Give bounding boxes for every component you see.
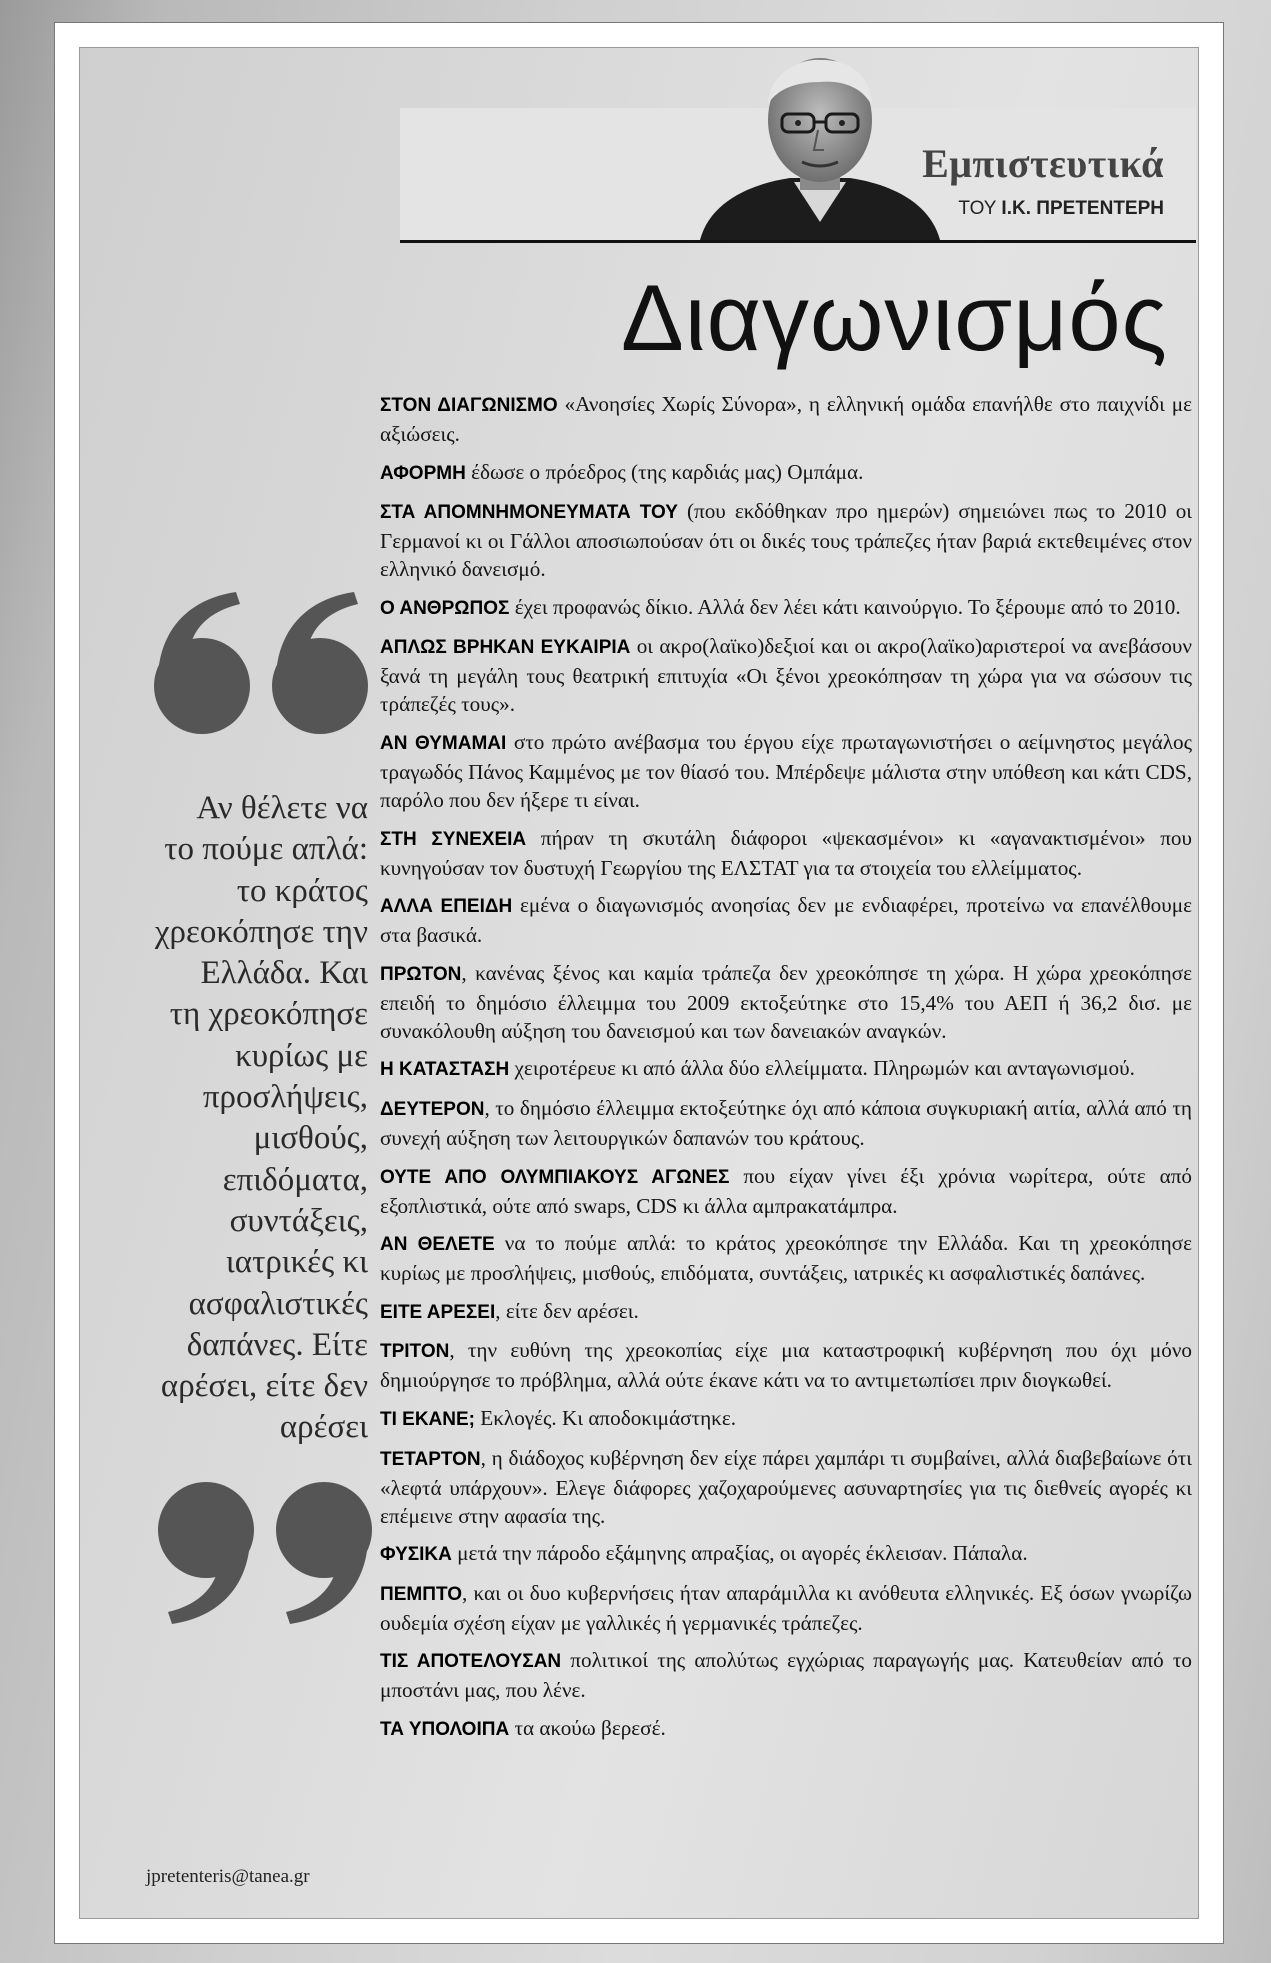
article-paragraph: [380, 593, 1192, 623]
pullquote-line: ιατρικές κι: [225, 1244, 368, 1281]
column-kicker: Εμπιστευτικά: [922, 141, 1164, 186]
paragraph-text: πήραν τη σκυτάλη διάφοροι «ψεκασμένοι» κι «αγανακτισμένοι» που κυνηγούσαν τον δυστυχή Γεωργίου της ΕΛΣΤΑΤ για τα στοιχεία του ελλείμματος.: [380, 825, 1192, 880]
article-paragraph: [380, 1579, 1192, 1637]
article-paragraph: [380, 728, 1192, 814]
pullquote-line: Αν θέλετε να: [196, 790, 368, 826]
paragraph-text: , και οι δυο κυβερνήσεις ήταν απαράμιλλα κι ανόθευτα ελληνικές. Εξ όσων γνωρίζω ουδεμία σχέση είχαν με γαλλικές ή γερμανικές τράπεζες.: [380, 1580, 1192, 1635]
pullquote-line: τη χρεοκόπησε: [169, 996, 368, 1033]
column-frame: [54, 22, 1224, 1944]
paragraph-text: που είχαν γίνει έξι χρόνια νωρίτερα, ούτε από εξοπλιστικά, ούτε από swaps, CDS κι άλλα αμπρακατάμπρα.: [380, 1163, 1192, 1218]
paragraph-lead: Η ΚΑΤΑΣΤΑΣΗ: [380, 1059, 510, 1081]
paragraph-text: , η διάδοχος κυβέρνηση δεν είχε πάρει χαμπάρι τι συμβαίνει, αλλά διαβεβαίωνε ότι «λεφτά υπάρχουν». Ελεγε διάφορες χαζοχαρούμενες ασυναρτησίες για τις διεθνείς αγορές κι επέμεινε στην αφασία της.: [380, 1445, 1192, 1528]
article-paragraph: [380, 390, 1192, 448]
paragraph-lead: ΤΑ ΥΠΟΛΟΙΠΑ: [380, 1718, 510, 1740]
article-paragraph: [380, 632, 1192, 718]
article-paragraph: [380, 1094, 1192, 1152]
paragraph-lead: ΕΙΤΕ ΑΡΕΣΕΙ: [380, 1301, 496, 1323]
paragraph-lead: ΑΛΛΑ ΕΠΕΙΔΗ: [380, 896, 513, 918]
paragraph-lead: ΤΕΤΑΡΤΟΝ: [380, 1448, 481, 1470]
pullquote-line: το κράτος: [236, 872, 368, 909]
paragraph-text: (που εκδόθηκαν προ ημερών) σημειώνει πως το 2010 οι Γερμανοί κι οι Γάλλοι αποσιωπούσαν ότι οι δικές τους τράπεζες ήταν βαριά εκτεθειμένες στον ελληνικό δανεισμό.: [380, 499, 1192, 582]
paragraph-text: εμένα ο διαγωνισμός ανοησίας δεν με ενδιαφέρει, προτείνω να επανέλθουμε στα βασικά.: [380, 893, 1192, 948]
header-divider: [400, 240, 1196, 243]
paragraph-text: χειροτέρευε κι από άλλα δύο ελλείμματα. Πληρωμών και ανταγωνισμού.: [509, 1056, 1135, 1081]
paragraph-lead: ΣΤΗ ΣΥΝΕΧΕΙΑ: [380, 828, 527, 850]
article-paragraph: [380, 1229, 1192, 1287]
pullquote-line: αρέσει, είτε δεν: [160, 1368, 368, 1405]
pullquote-line: χρεοκόπησε την: [154, 913, 368, 950]
paragraph-lead: ΑΝ ΘΥΜΑΜΑΙ: [380, 732, 507, 754]
paragraph-lead: ΑΝ ΘΕΛΕΤΕ: [380, 1234, 495, 1256]
paragraph-lead: ΔΕΥΤΕΡΟΝ: [380, 1098, 485, 1120]
pullquote-line: προσλήψεις,: [202, 1079, 368, 1116]
author-portrait-icon: [690, 52, 950, 240]
pullquote-line: το πούμε απλά:: [164, 831, 368, 868]
paragraph-text: , κανένας ξένος και καμία τράπεζα δεν χρεοκόπησε τη χώρα. Η χώρα χρεοκόπησε επειδή το δημόσιο έλλειμμα του 2009 εκτοξεύτηκε στο 15,4% του ΑΕΠ ή 36,2 δισ. με συνακόλουθη αύξηση του δανεισμού και των δανειακών αναγκών.: [380, 960, 1192, 1043]
paragraph-text: μετά την πάροδο εξάμηνης απραξίας, οι αγορές έκλεισαν. Πάπαλα.: [451, 1541, 1028, 1566]
author-email: jpretenteris@tanea.gr: [146, 1866, 310, 1887]
paragraph-text: τα ακούω βερεσέ.: [509, 1715, 666, 1740]
article-paragraph: [380, 458, 1192, 488]
pullquote-line: ασφαλιστικές: [188, 1285, 368, 1322]
pullquote-line: Ελλάδα. Και: [200, 955, 368, 992]
column-panel: [79, 47, 1199, 1919]
article-paragraph: [380, 824, 1192, 882]
paragraph-lead: ΣΤΟΝ ΔΙΑΓΩΝΙΣΜΟ: [380, 395, 558, 416]
paragraph-lead: ΑΠΛΩΣ ΒΡΗΚΑΝ ΕΥΚΑΙΡΙΑ: [380, 637, 631, 659]
byline-author: Ι.Κ. ΠΡΕΤΕΝΤΕΡΗ: [1001, 198, 1164, 219]
article-paragraph: [380, 497, 1192, 583]
paragraph-lead: ΤΡΙΤΟΝ: [380, 1341, 450, 1363]
article-paragraph: [380, 1444, 1192, 1530]
article-paragraph: [380, 959, 1192, 1045]
paragraph-lead: ΟΥΤΕ ΑΠΟ ΟΛΥΜΠΙΑΚΟΥΣ ΑΓΩΝΕΣ: [380, 1166, 730, 1188]
article-paragraph: [380, 1297, 1192, 1327]
paragraph-lead: ΤΙ ΕΚΑΝΕ;: [380, 1408, 475, 1430]
paragraph-lead: ΤΙΣ ΑΠΟΤΕΛΟΥΣΑΝ: [380, 1651, 562, 1673]
article-paragraph: [380, 1404, 1192, 1434]
paragraph-text: να το πούμε απλά: το κράτος χρεοκόπησε την Ελλάδα. Και τη χρεοκόπησε κυρίως με προσλήψεις, μισθούς, επιδόματα, συντάξεις, ιατρικές κι ασφαλιστικές δαπάνες.: [380, 1231, 1192, 1286]
article-paragraph: [380, 1539, 1192, 1569]
pullquote-line: μισθούς,: [253, 1120, 368, 1157]
article-paragraph: [380, 891, 1192, 949]
paragraph-text: έδωσε ο πρόεδρος (της καρδιάς μας) Ομπάμα.: [465, 459, 864, 484]
paragraph-lead: ΣΤΑ ΑΠΟΜΝΗΜΟΝΕΥΜΑΤΑ ΤΟΥ: [380, 502, 678, 524]
article-paragraph: [380, 1162, 1192, 1220]
paragraph-lead: ΠΕΜΠΤΟ: [380, 1583, 462, 1605]
paragraph-text: έχει προφανώς δίκιο. Αλλά δεν λέει κάτι καινούργιο. Το ξέρουμε από το 2010.: [509, 594, 1181, 619]
paragraph-text: στο πρώτο ανέβασμα του έργου είχε πρωταγωνιστήσει ο αείμνηστος μεγάλος τραγωδός Πάνος Καμμένος με τον θίασό του. Μπέρδεψε μάλιστα στην υπόθεση και κάτι CDS, παρόλο που δεν ήξερε τι είναι.: [380, 729, 1192, 812]
article-paragraph: [380, 1714, 1192, 1744]
pullquote-line: επιδόματα,: [222, 1161, 368, 1198]
article-paragraph: [380, 1054, 1192, 1084]
article-body: [380, 390, 1192, 1753]
pullquote-line: κυρίως με: [235, 1037, 368, 1074]
close-quote-icon: [144, 1478, 384, 1628]
paragraph-text: πολιτικοί της απολύτως εγχώριας παραγωγής μας. Κατευθείαν από το μποστάνι μας, που λένε.: [380, 1648, 1192, 1703]
paragraph-text: «Ανοησίες Χωρίς Σύνορα», η ελληνική ομάδα επανήλθε στο παιχνίδι με αξιώσεις.: [380, 392, 1192, 446]
paragraph-text: , το δημόσιο έλλειμμα εκτοξεύτηκε όχι από κάποια συγκυριακή αιτία, αλλά από τη συνεχή αύξηση των λειτουργικών δαπανών του κράτους.: [380, 1095, 1192, 1150]
pullquote-line: συντάξεις,: [229, 1202, 368, 1239]
paragraph-lead: ΦΥΣΙΚΑ: [380, 1544, 452, 1566]
byline-prefix: ΤΟΥ: [958, 198, 997, 219]
paragraph-text: , την ευθύνη της χρεοκοπίας είχε μια καταστροφική κυβέρνηση που όχι μόνο δημιούργησε το πρόβλημα, αλλά ούτε έκανε κάτι να το αντιμετωπίσει πριν διογκωθεί.: [380, 1338, 1192, 1393]
paragraph-text: , είτε δεν αρέσει.: [495, 1298, 639, 1323]
open-quote-icon: [144, 588, 384, 738]
paragraph-lead: Ο ΑΝΘΡΩΠΟΣ: [380, 597, 510, 619]
article-paragraph: [380, 1336, 1192, 1394]
paragraph-lead: ΑΦΟΡΜΗ: [380, 462, 466, 484]
paragraph-lead: ΠΡΩΤΟΝ: [380, 963, 462, 985]
paragraph-text: Εκλογές. Κι αποδοκιμάστηκε.: [475, 1405, 737, 1430]
article-paragraph: [380, 1646, 1192, 1704]
pullquote: [144, 788, 368, 1449]
headline: Διαγωνισμός: [620, 265, 1168, 370]
paragraph-text: οι ακρο(λαϊκο)δεξιοί και οι ακρο(λαϊκο)αριστεροί να ανεβάσουν ξανά τη μεγάλη τους θεατρική επιτυχία «Οι ξένοι χρεοκόπησαν τη χώρα για να σώσουν τις τράπεζές τους».: [380, 634, 1193, 717]
byline: [958, 198, 1164, 220]
pullquote-line: αρέσει: [279, 1409, 368, 1446]
pullquote-line: δαπάνες. Είτε: [186, 1326, 368, 1363]
